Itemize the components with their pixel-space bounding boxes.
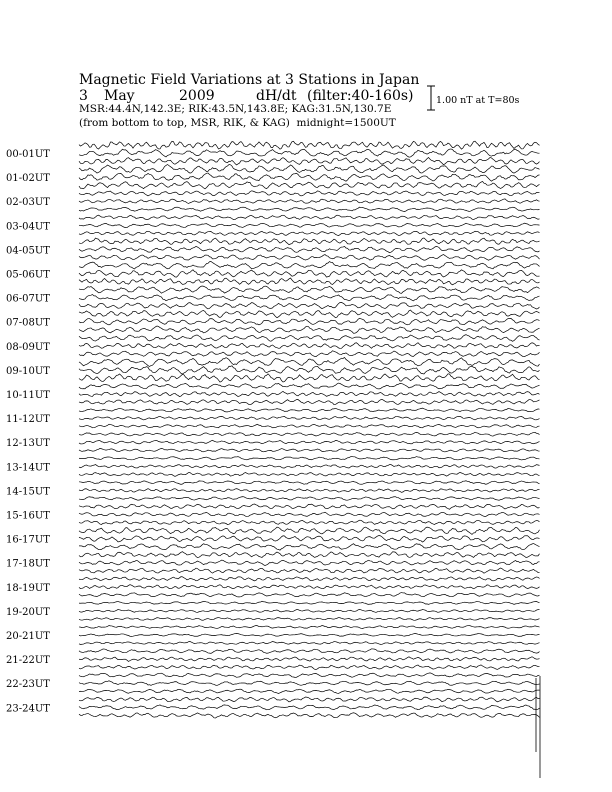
scale-bar	[427, 86, 435, 110]
chart-title: Magnetic Field Variations at 3 Stations in Japan	[79, 72, 420, 88]
hour-label: 02-03UT	[6, 197, 50, 209]
trace-rik	[79, 318, 540, 325]
trace-rik	[79, 246, 540, 252]
hour-label: 16-17UT	[6, 534, 50, 546]
trace-msr	[79, 302, 540, 309]
trace-msr	[79, 593, 540, 597]
trace-msr	[79, 665, 540, 670]
hour-label: 08-09UT	[6, 341, 50, 353]
trace-rik	[79, 440, 540, 444]
trace-msr	[79, 472, 540, 476]
trace-kag	[79, 286, 540, 293]
trace-msr	[79, 424, 540, 428]
trace-msr	[79, 181, 540, 188]
trace-kag	[79, 335, 540, 342]
trace-kag	[79, 673, 540, 677]
trace-kag	[79, 697, 540, 702]
trace-kag	[79, 601, 540, 604]
trace-msr	[79, 351, 540, 357]
trace-kag	[79, 527, 540, 534]
trace-rik	[79, 270, 540, 277]
trace-msr	[79, 255, 540, 261]
hour-label: 17-18UT	[6, 558, 50, 570]
trace-rik	[79, 609, 540, 612]
trace-rik	[79, 560, 540, 565]
hour-label: 21-22UT	[6, 655, 50, 667]
trace-kag	[79, 552, 540, 558]
hour-label: 22-23UT	[6, 679, 50, 691]
trace-kag	[79, 577, 540, 581]
quantity-label: dH/dt	[256, 88, 297, 104]
trace-kag	[79, 262, 540, 269]
hour-label: 10-11UT	[6, 390, 50, 401]
trace-msr	[79, 448, 540, 452]
hour-label: 23-24UT	[6, 703, 50, 715]
hour-label: 00-01UT	[6, 149, 50, 160]
trace-kag	[79, 457, 540, 460]
trace-rik	[79, 633, 540, 636]
trace-msr	[79, 689, 540, 693]
station-coordinates: MSR:44.4N,142.3E; RIK:43.5N,143.8E; KAG:31.5N,130.7E	[79, 103, 392, 115]
end-spike	[536, 676, 540, 778]
trace-kag	[79, 383, 540, 389]
trace-rik	[79, 536, 540, 543]
trace-msr	[79, 326, 540, 333]
trace-kag	[79, 141, 540, 149]
trace-rik	[79, 416, 540, 420]
trace-rik	[79, 657, 540, 662]
trace-msr	[79, 497, 540, 501]
trace-msr	[79, 278, 540, 285]
hour-label: 03-04UT	[6, 221, 50, 233]
trace-msr	[79, 642, 540, 645]
date-day: 3	[79, 88, 88, 104]
hour-label: 15-16UT	[6, 510, 50, 522]
trace-rik	[79, 149, 540, 157]
hour-label: 14-15UT	[6, 486, 50, 498]
trace-kag	[79, 215, 540, 219]
hour-label: 12-13UT	[6, 438, 50, 450]
trace-kag	[79, 238, 540, 245]
trace-msr	[79, 231, 540, 235]
order-note: (from bottom to top, MSR, RIK, & KAG)	[79, 117, 290, 129]
trace-rik	[79, 465, 540, 469]
trace-kag	[79, 310, 540, 318]
trace-kag	[79, 649, 540, 653]
trace-rik	[79, 366, 540, 374]
trace-kag	[79, 481, 540, 485]
scale-bar-label: 1.00 nT at T=80s	[436, 95, 520, 106]
trace-rik	[79, 585, 540, 589]
trace-rik	[79, 512, 540, 516]
trace-rik	[79, 295, 540, 301]
trace-msr	[79, 374, 540, 382]
trace-msr	[79, 713, 540, 718]
trace-kag	[79, 408, 540, 412]
trace-msr	[79, 543, 540, 550]
hour-label: 19-20UT	[6, 606, 50, 618]
hour-label: 20-21UT	[6, 631, 50, 642]
trace-rik	[79, 681, 540, 686]
trace-msr	[79, 568, 540, 573]
hour-label: 11-12UT	[6, 414, 50, 426]
trace-rik	[79, 223, 540, 227]
trace-kag	[79, 357, 540, 366]
hour-label: 09-10UT	[6, 365, 50, 377]
hour-label: 13-14UT	[6, 462, 50, 474]
trace-kag	[79, 625, 540, 628]
trace-msr	[79, 399, 540, 404]
trace-rik	[79, 343, 540, 349]
trace-msr	[79, 158, 540, 165]
trace-rik	[79, 173, 540, 181]
date-year: 2009	[179, 88, 215, 104]
hour-label: 06-07UT	[6, 293, 50, 305]
hour-label: 05-06UT	[6, 269, 50, 281]
midnight-note: midnight=1500UT	[296, 117, 396, 129]
trace-msr	[79, 617, 540, 620]
trace-rik	[79, 391, 540, 396]
trace-kag	[79, 164, 540, 173]
filter-label: (filter:40-160s)	[307, 88, 414, 104]
date-month: May	[104, 88, 135, 104]
trace-kag	[79, 432, 540, 436]
hour-label: 18-19UT	[6, 582, 50, 594]
trace-kag	[79, 191, 540, 196]
hour-label: 01-02UT	[6, 173, 50, 185]
trace-rik	[79, 705, 540, 710]
trace-kag	[79, 504, 540, 509]
trace-msr	[79, 207, 540, 211]
trace-rik	[79, 489, 540, 493]
hour-label: 07-08UT	[6, 317, 50, 329]
trace-msr	[79, 520, 540, 524]
trace-rik	[79, 199, 540, 204]
hour-label: 04-05UT	[6, 245, 50, 257]
